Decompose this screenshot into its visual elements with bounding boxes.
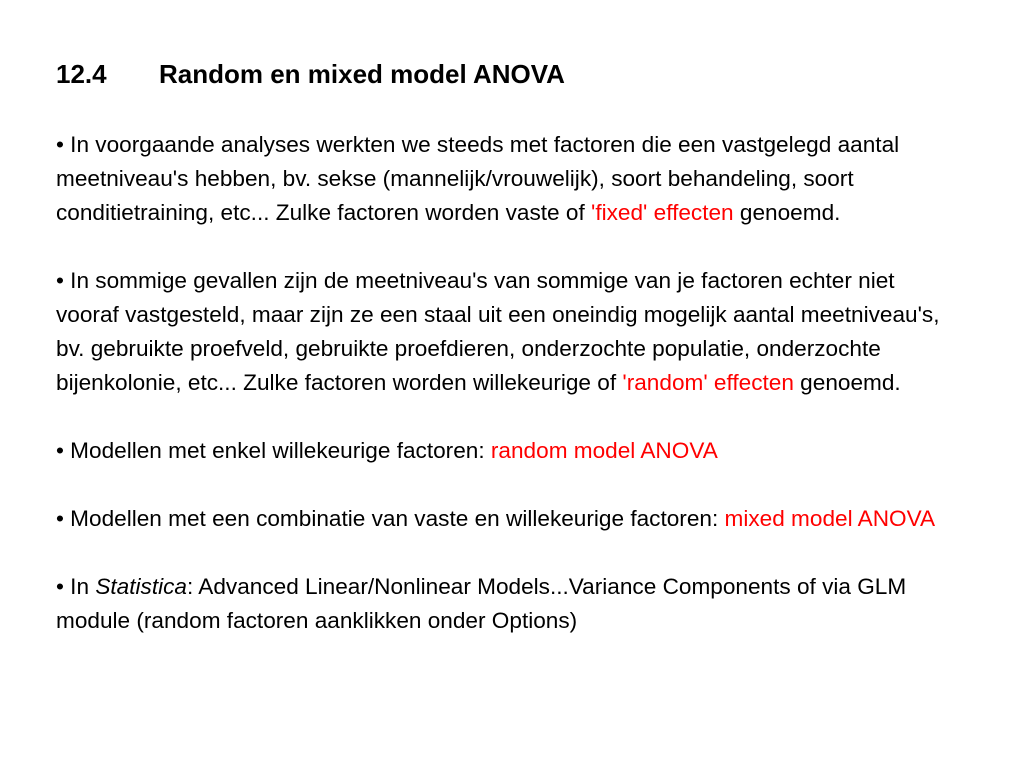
bullet-text: • Modellen met enkel willekeurige factoren: — [56, 438, 491, 463]
slide-title — [56, 57, 565, 91]
bullet-text-end: genoemd. — [793, 370, 901, 395]
bullet-mixed-model — [56, 502, 956, 536]
slide-body — [56, 128, 956, 672]
section-number: 12.4 — [56, 59, 107, 89]
bullet-text: • In voorgaande analyses werkten we steeds met factoren die een vastgelegd aantal meetniveau's hebben, bv. sekse (mannelijk/vrouwelijk), soort behandeling, soort conditietraining, etc... Zulke factoren worden vaste of — [56, 132, 900, 225]
bullet-random-model — [56, 434, 956, 468]
bullet-text: • In — [56, 574, 96, 599]
highlight-random-effecten: 'random' effecten — [622, 370, 794, 395]
bullet-text-end: genoemd. — [733, 200, 841, 225]
bullet-statistica — [56, 570, 956, 638]
statistica-name: Statistica — [95, 574, 187, 599]
highlight-mixed-model-anova: mixed model ANOVA — [724, 506, 936, 531]
highlight-random-model-anova: random model ANOVA — [490, 438, 718, 463]
bullet-random-effects — [56, 264, 956, 400]
bullet-text: • In sommige gevallen zijn de meetniveau's van sommige van je factoren echter niet vooraf vastgesteld, maar zijn ze een staal uit een oneindig mogelijk aantal meetniveau's, bv. gebruikte proefveld, gebruikte proefdieren, onderzochte populatie, onderzochte bijenkolonie, etc... Zulke factoren worden willekeurige of — [56, 268, 940, 395]
bullet-fixed-effects — [56, 128, 956, 230]
bullet-text: • Modellen met een combinatie van vaste en willekeurige factoren: — [56, 506, 725, 531]
title-text: Random en mixed model ANOVA — [159, 59, 565, 89]
bullet-text-end: : Advanced Linear/Nonlinear Models...Variance Components of via GLM module (random factoren aanklikken onder Options) — [56, 574, 907, 633]
highlight-fixed-effecten: 'fixed' effecten — [591, 200, 734, 225]
